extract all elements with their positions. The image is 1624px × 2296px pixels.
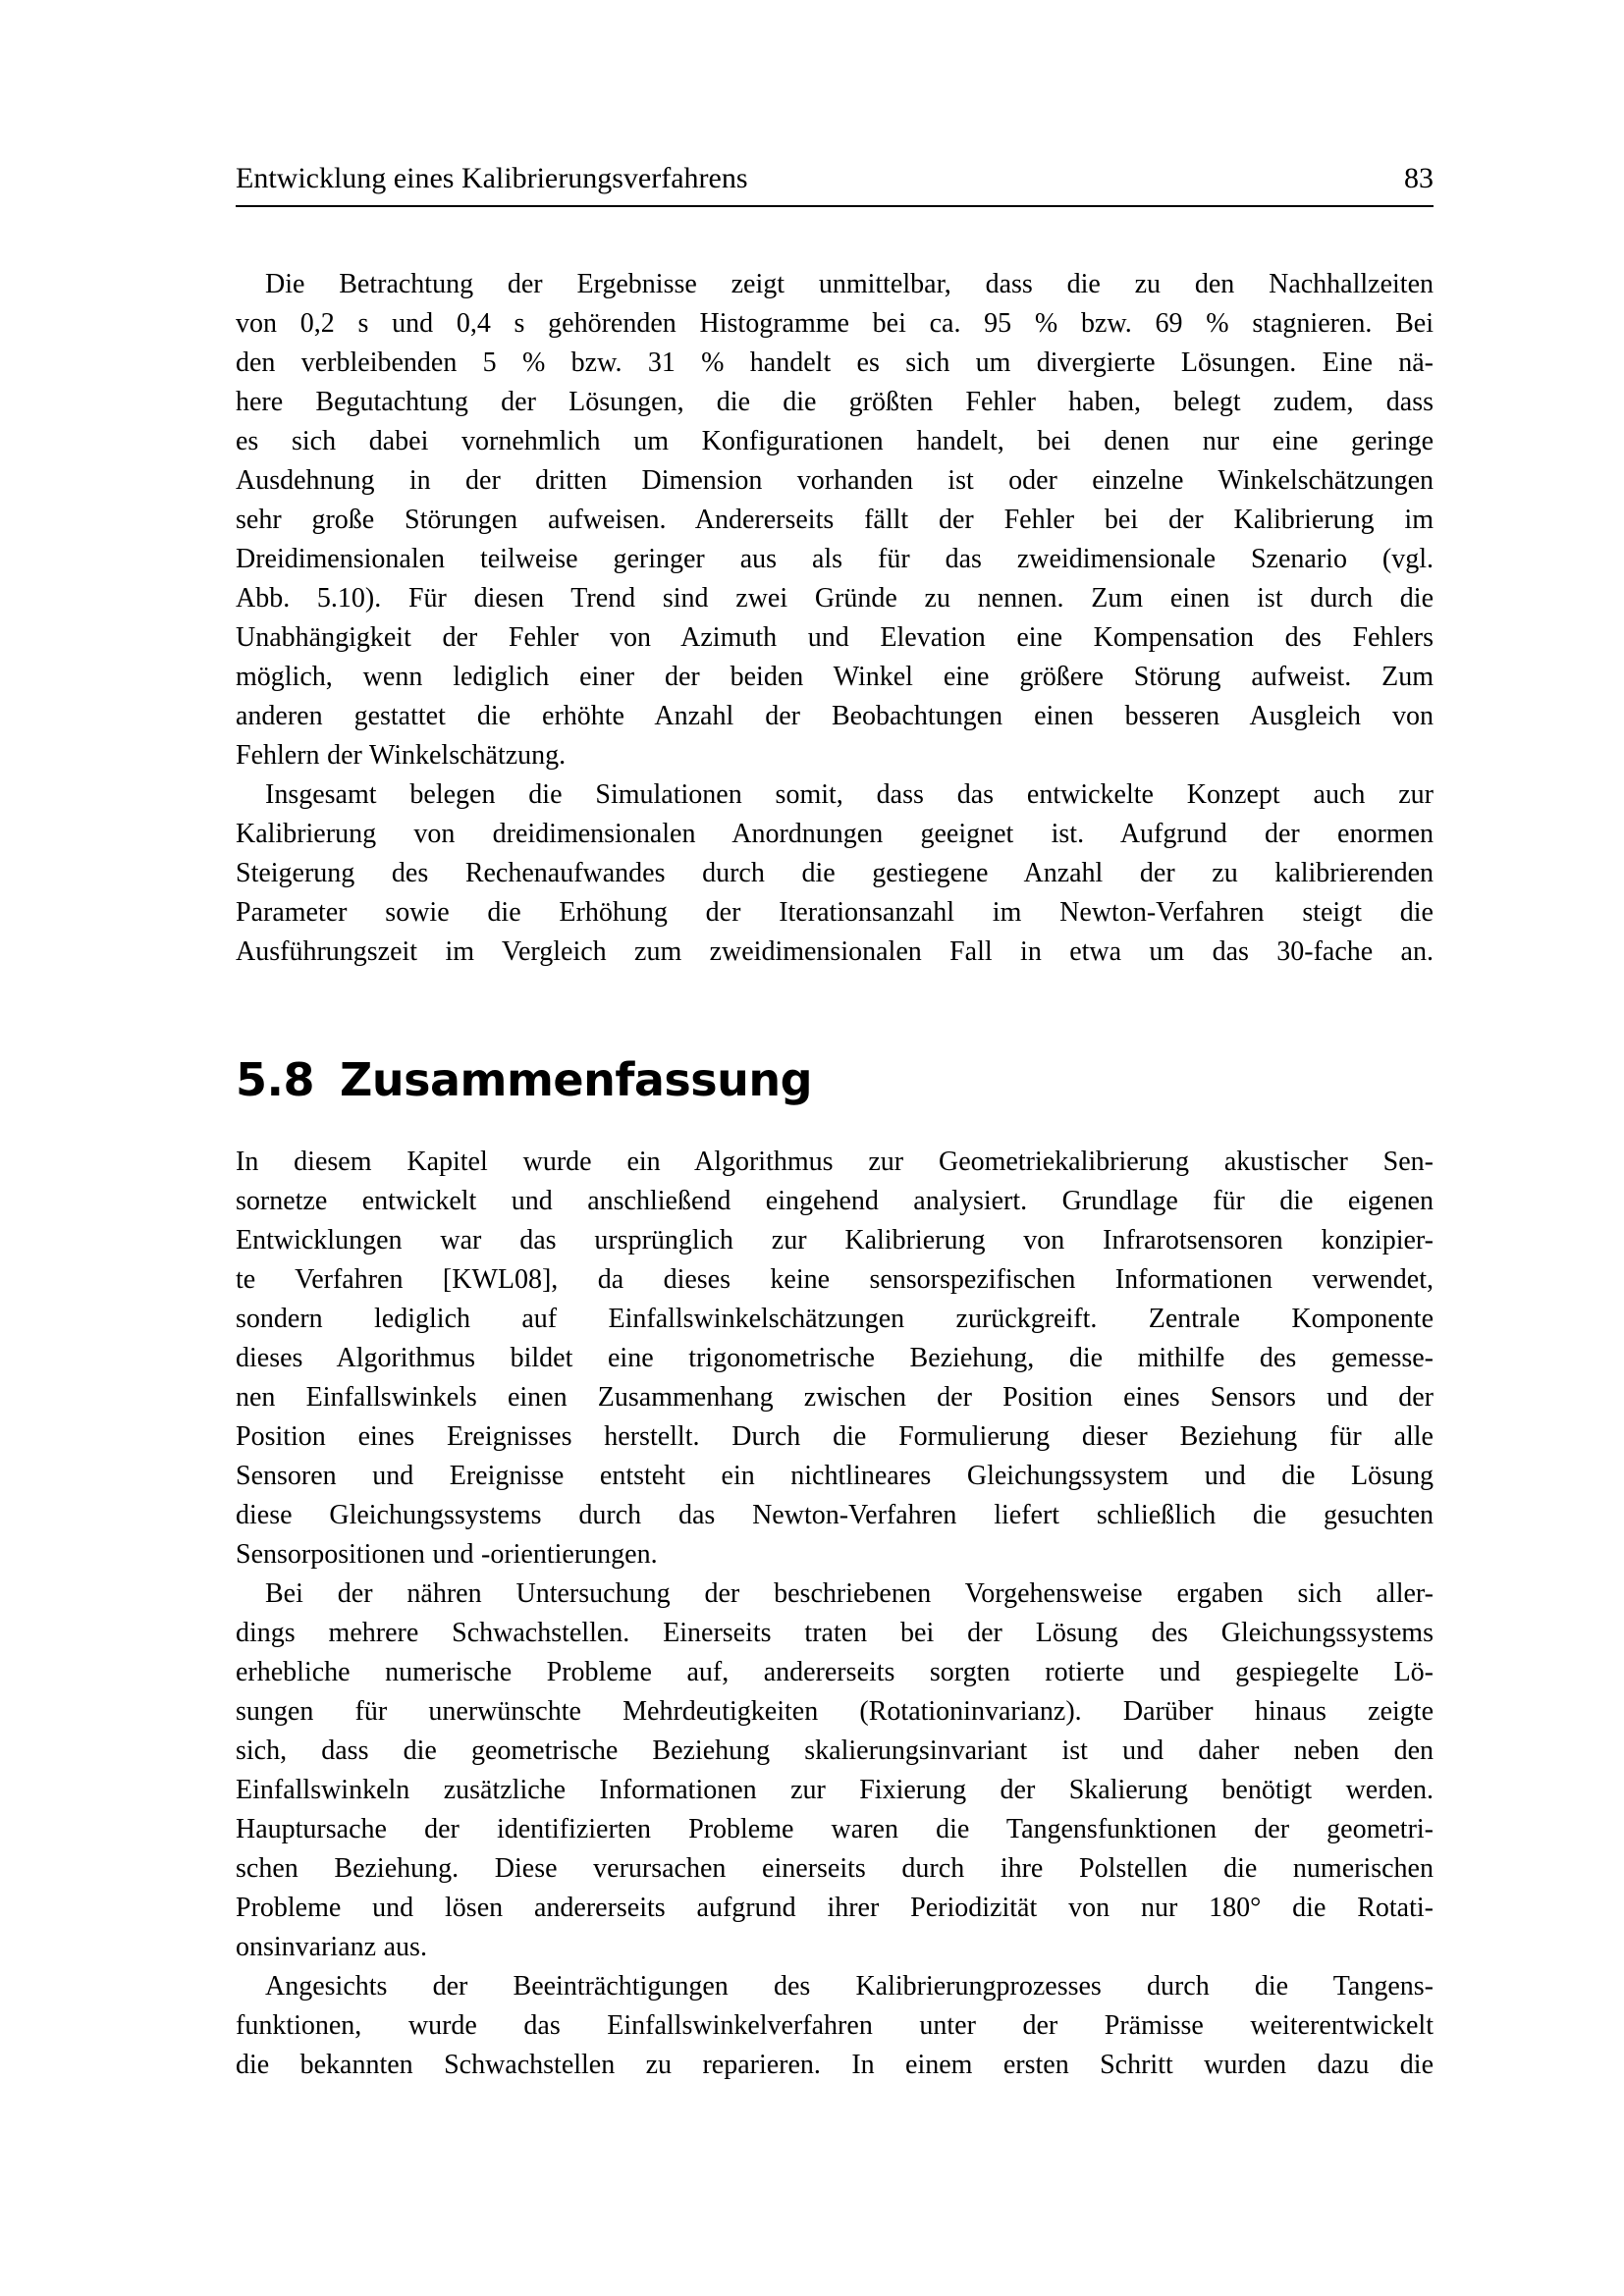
text-line: Position eines Ereignisses herstellt. Durch die Formulierung dieser Beziehung für alle [236,1421,1434,1452]
text-line: here Begutachtung der Lösungen, die die größten Fehler haben, belegt zudem, dass [236,387,1434,417]
text-line: Steigerung des Rechenaufwandes durch die gestiegene Anzahl der zu kalibrierenden [236,858,1434,888]
text-line: Ausdehnung in der dritten Dimension vorhanden ist oder einzelne Winkelschätzungen [236,465,1434,496]
text-line: Sensorpositionen und -orientierungen. [236,1539,658,1570]
text-line: sehr große Störungen aufweisen. Andererseits fällt der Fehler bei der Kalibrierung im [236,505,1434,535]
text-line: Entwicklungen war das ursprünglich zur Kalibrierung von Infrarotsensoren konzipier- [236,1225,1434,1255]
text-line: In diesem Kapitel wurde ein Algorithmus zur Geometriekalibrierung akustischer Sen- [236,1147,1434,1177]
text-line: Probleme und lösen andererseits aufgrund ihrer Periodizität von nur 180° die Rotati- [236,1893,1434,1923]
text-line: Parameter sowie die Erhöhung der Iterationsanzahl im Newton-Verfahren steigt die [236,897,1434,928]
text-line: dings mehrere Schwachstellen. Einerseits traten bei der Lösung des Gleichungssystems [236,1618,1434,1648]
text-line: den verbleibenden 5 % bzw. 31 % handelt es sich um divergierte Lösungen. Eine nä- [236,347,1434,378]
running-header [236,161,1434,196]
text-line: Bei der nähren Untersuchung der beschriebenen Vorgehensweise ergaben sich aller- [265,1578,1434,1609]
text-line: Die Betrachtung der Ergebnisse zeigt unmittelbar, dass die zu den Nachhallzeiten [265,269,1434,299]
text-line: onsinvarianz aus. [236,1932,427,1962]
text-line: anderen gestattet die erhöhte Anzahl der Beobachtungen einen besseren Ausgleich von [236,701,1434,731]
header-rule [236,205,1434,207]
page-number: 83 [1404,162,1434,194]
text-line: von 0,2 s und 0,4 s gehörenden Histogramme bei ca. 95 % bzw. 69 % stagnieren. Bei [236,308,1434,339]
text-line: funktionen, wurde das Einfallswinkelverfahren unter der Prämisse weiterentwickelt [236,2010,1434,2041]
text-line: Abb. 5.10). Für diesen Trend sind zwei Gründe zu nennen. Zum einen ist durch die [236,583,1434,614]
text-line: te Verfahren [KWL08], da dieses keine sensorspezifischen Informationen verwendet, [236,1264,1434,1295]
text-line: es sich dabei vornehmlich um Konfigurationen handelt, bei denen nur eine geringe [236,426,1434,456]
text-line: sungen für unerwünschte Mehrdeutigkeiten (Rotationinvarianz). Darüber hinaus zeigte [236,1696,1434,1727]
paragraph [236,265,1434,775]
text-line: erhebliche numerische Probleme auf, andererseits sorgten rotierte und gespiegelte Lö- [236,1657,1434,1687]
text-line: Sensoren und Ereignisse entsteht ein nichtlineares Gleichungssystem und die Lösung [236,1461,1434,1491]
text-line: Fehlern der Winkelschätzung. [236,740,567,771]
text-line: sich, dass die geometrische Beziehung skalierungsinvariant ist und daher neben den [236,1735,1434,1766]
content [236,265,1434,2085]
text-line: sondern lediglich auf Einfallswinkelschätzungen zurückgreift. Zentrale Komponente [236,1304,1434,1334]
paragraph [236,775,1434,972]
paragraph [236,1143,1434,1575]
paragraph [236,1575,1434,1967]
section-title: Zusammenfassung [340,1053,813,1106]
text-line: sornetze entwickelt und anschließend eingehend analysiert. Grundlage für die eigenen [236,1186,1434,1216]
text-line: Einfallswinkeln zusätzliche Informationen zur Fixierung der Skalierung benötigt werden. [236,1775,1434,1805]
section-heading [236,1054,1434,1105]
text-line: Dreidimensionalen teilweise geringer aus als für das zweidimensionale Szenario (vgl. [236,544,1434,574]
text-line: Angesichts der Beeinträchtigungen des Kalibrierungprozesses durch die Tangens- [265,1971,1434,2002]
text-line: die bekannten Schwachstellen zu reparieren. In einem ersten Schritt wurden dazu die [236,2050,1434,2080]
text-line: schen Beziehung. Diese verursachen einerseits durch ihre Polstellen die numerischen [236,1853,1434,1884]
text-line: Hauptursache der identifizierten Probleme waren die Tangensfunktionen der geometri- [236,1814,1434,1844]
section-number: 5.8 [236,1053,314,1106]
text-line: dieses Algorithmus bildet eine trigonometrische Beziehung, die mithilfe des gemesse- [236,1343,1434,1373]
text-line: Kalibrierung von dreidimensionalen Anordnungen geeignet ist. Aufgrund der enormen [236,819,1434,849]
text-line: Insgesamt belegen die Simulationen somit, dass das entwickelte Konzept auch zur [265,779,1434,810]
paragraph [236,1967,1434,2085]
text-line: diese Gleichungssystems durch das Newton-Verfahren liefert schließlich die gesuchten [236,1500,1434,1530]
text-line: Ausführungszeit im Vergleich zum zweidimensionalen Fall in etwa um das 30-fache an. [236,936,1434,967]
text-line: möglich, wenn lediglich einer der beiden Winkel eine größere Störung aufweist. Zum [236,662,1434,692]
text-line: Unabhängigkeit der Fehler von Azimuth und Elevation eine Kompensation des Fehlers [236,622,1434,653]
text-line: nen Einfallswinkels einen Zusammenhang zwischen der Position eines Sensors und der [236,1382,1434,1413]
running-title: Entwicklung eines Kalibrierungsverfahrens [236,162,748,194]
